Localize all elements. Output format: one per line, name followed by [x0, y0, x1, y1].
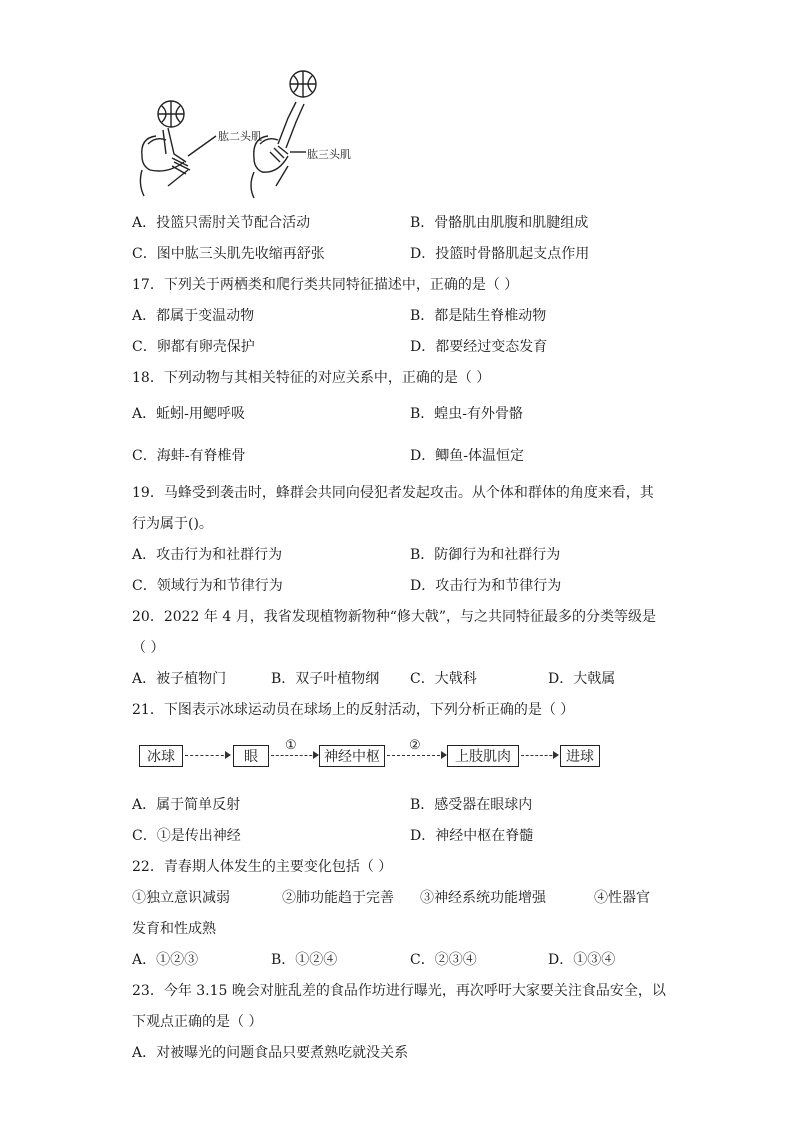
flow-arrow-1 [185, 755, 229, 756]
q17-option-b[interactable]: B．都是陆生脊椎动物 [410, 308, 547, 324]
flow-arrow-2 [271, 738, 317, 756]
q19-stem-line1: 19．马蜂受到袭击时，蜂群会共同向侵犯者发起攻击。从个体和群体的角度来看，其 [132, 485, 654, 501]
q18-option-c[interactable]: C．海蚌-有脊椎骨 [132, 448, 246, 464]
q18-option-a[interactable]: A．蚯蚓-用鳃呼吸 [132, 406, 245, 422]
flow-mark-1: ① [285, 738, 297, 753]
flow-arrow-4 [521, 755, 557, 756]
label-triceps: 肱三头肌 [307, 148, 351, 161]
q17-option-d[interactable]: D．都要经过变态发育 [410, 339, 548, 355]
q21-stem: 21．下图表示冰球运动员在球场上的反射活动，下列分析正确的是（ ） [132, 702, 575, 718]
q21-option-d[interactable]: D．神经中枢在脊髓 [410, 828, 534, 844]
q18-stem: 18．下列动物与其相关特征的对应关系中，正确的是（ ） [132, 370, 491, 386]
q16-option-b[interactable]: B．骨骼肌由肌腹和肌腱组成 [410, 215, 589, 231]
q19-option-d[interactable]: D．攻击行为和节律行为 [410, 578, 562, 594]
q20-option-b[interactable]: B．双子叶植物纲 [271, 671, 380, 687]
q20-option-c[interactable]: C．大戟科 [410, 671, 477, 687]
q20-option-d[interactable]: D．大戟属 [548, 671, 616, 687]
q17-option-a[interactable]: A．都属于变温动物 [132, 308, 255, 324]
q22-item-2: ②肺功能趋于完善 [282, 890, 394, 906]
q17-option-c[interactable]: C．卵都有卵壳保护 [132, 339, 255, 355]
flow-arrow-3 [387, 738, 445, 756]
q19-option-b[interactable]: B．防御行为和社群行为 [410, 547, 561, 563]
q17-stem: 17．下列关于两栖类和爬行类共同特征描述中，正确的是（ ） [132, 277, 519, 293]
q23-stem-line1: 23．今年 3.15 晚会对脏乱差的食品作坊进行曝光，再次呼吁大家要关注食品安全，以 [132, 983, 666, 999]
q20-option-a[interactable]: A．被子植物门 [132, 671, 227, 687]
q22-option-a[interactable]: A．①②③ [132, 952, 199, 968]
label-biceps: 肱二头肌 [218, 130, 262, 143]
q16-option-c[interactable]: C．图中肱三头肌先收缩再舒张 [132, 246, 325, 262]
q21-option-b[interactable]: B．感受器在眼球内 [410, 797, 533, 813]
muscle-figure [128, 66, 368, 201]
q20-stem-line1: 20．2022 年 4 月，我省发现植物新物种“修大戟”，与之共同特征最多的分类等级是 [132, 609, 657, 625]
q23-option-a[interactable]: A．对被曝光的问题食品只要煮熟吃就没关系 [132, 1045, 409, 1061]
flow-box-arm-muscle: 上肢肌肉 [447, 745, 519, 767]
q22-option-d[interactable]: D．①③④ [548, 952, 616, 968]
q19-option-c[interactable]: C．领域行为和节律行为 [132, 578, 283, 594]
q18-option-b[interactable]: B．蝗虫-有外骨骼 [410, 406, 524, 422]
q22-item-3: ③神经系统功能增强 [420, 890, 546, 906]
flow-box-ice-puck: 冰球 [139, 745, 183, 767]
q22-option-c[interactable]: C．②③④ [410, 952, 477, 968]
flow-box-eye: 眼 [233, 745, 269, 767]
q23-stem-line2: 下观点正确的是（ ） [132, 1014, 263, 1030]
flow-box-goal: 进球 [560, 745, 600, 767]
q20-stem-line2: （ ） [132, 640, 165, 656]
q16-option-d[interactable]: D．投篮时骨骼肌起支点作用 [410, 246, 590, 262]
q19-stem-line2: 行为属于()。 [132, 516, 213, 532]
flow-box-nerve-center: 神经中枢 [319, 745, 385, 767]
q16-option-a[interactable]: A．投篮只需肘关节配合活动 [132, 215, 311, 231]
q22-item-4: ④性器官 [594, 890, 650, 906]
q22-stem: 22．青春期人体发生的主要变化包括（ ） [132, 859, 393, 875]
q21-option-c[interactable]: C．①是传出神经 [132, 828, 241, 844]
q18-option-d[interactable]: D．鲫鱼-体温恒定 [410, 448, 524, 464]
q19-option-a[interactable]: A．攻击行为和社群行为 [132, 547, 283, 563]
flow-mark-2: ② [409, 738, 421, 753]
q22-item-1: ①独立意识减弱 [132, 890, 230, 906]
q22-option-b[interactable]: B．①②④ [271, 952, 338, 968]
q21-option-a[interactable]: A．属于简单反射 [132, 797, 241, 813]
q22-item-4-cont: 发育和性成熟 [132, 921, 216, 937]
reflex-flow-diagram [139, 738, 609, 775]
